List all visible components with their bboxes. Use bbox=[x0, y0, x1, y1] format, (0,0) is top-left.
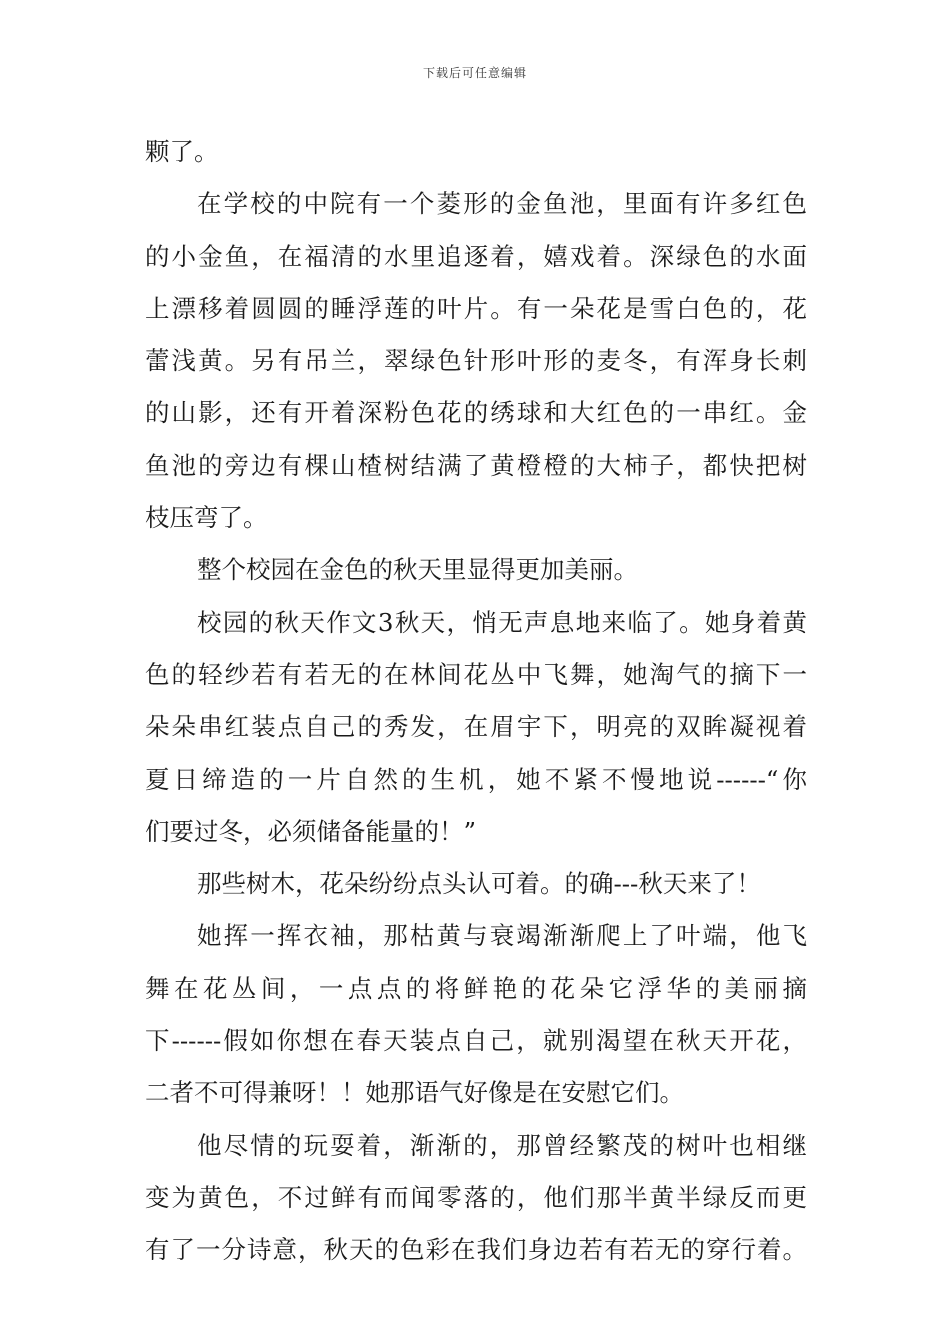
text-line: 二者不可得兼呀！！她那语气好像是在安慰它们。 bbox=[145, 1078, 684, 1108]
text-line: 色的轻纱若有若无的在林间花丛中飞舞，她淘气的摘下一 bbox=[145, 659, 807, 689]
document-body bbox=[145, 126, 807, 1277]
text-line: 颗了。 bbox=[145, 137, 219, 166]
text-line: 的小金鱼，在福清的水里追逐着，嬉戏着。深绿色的水面 bbox=[145, 241, 807, 271]
text-line: 变为黄色，不过鲜有而闻零落的，他们那半黄半绿反而更 bbox=[145, 1182, 807, 1212]
text-line: 上漂移着圆圆的睡浮莲的叶片。有一朵花是雪白色的，花 bbox=[145, 293, 807, 323]
text-line: 蕾浅黄。另有吊兰，翠绿色针形叶形的麦冬，有浑身长刺 bbox=[145, 346, 807, 376]
text-line: 有了一分诗意，秋天的色彩在我们身边若有若无的穿行着。 bbox=[145, 1235, 807, 1265]
text-line: 鱼池的旁边有棵山楂树结满了黄橙橙的大柿子，都快把树 bbox=[145, 450, 807, 480]
text-line: 她挥一挥衣袖，那枯黄与衰竭渐渐爬上了叶端，他飞 bbox=[197, 921, 807, 951]
text-line: 下------假如你想在春天装点自己，就别渴望在秋天开花， bbox=[145, 1026, 807, 1056]
text-line: 的山影，还有开着深粉色花的绣球和大红色的一串红。金 bbox=[145, 398, 807, 428]
text-line: 舞在花丛间，一点点的将鲜艳的花朵它浮华的美丽摘 bbox=[145, 973, 807, 1003]
text-line: 他尽情的玩耍着，渐渐的，那曾经繁茂的树叶也相继 bbox=[197, 1130, 807, 1160]
text-line: 校园的秋天作文3秋天，悄无声息地来临了。她身着黄 bbox=[197, 607, 807, 637]
page-header: 下载后可任意编辑 bbox=[422, 66, 527, 80]
text-line: 们要过冬，必须储备能量的！” bbox=[145, 816, 477, 846]
text-line: 那些树木，花朵纷纷点头认可着。的确---秋天来了！ bbox=[197, 869, 761, 899]
text-line: 夏日缔造的一片自然的生机，她不紧不慢地说------“你 bbox=[145, 764, 807, 794]
text-line: 枝压弯了。 bbox=[145, 503, 268, 533]
text-line: 在学校的中院有一个菱形的金鱼池，里面有许多红色 bbox=[197, 189, 807, 219]
text-line: 朵朵串红装点自己的秀发，在眉宇下，明亮的双眸凝视着 bbox=[145, 712, 807, 742]
text-line: 整个校园在金色的秋天里显得更加美丽。 bbox=[197, 555, 638, 585]
